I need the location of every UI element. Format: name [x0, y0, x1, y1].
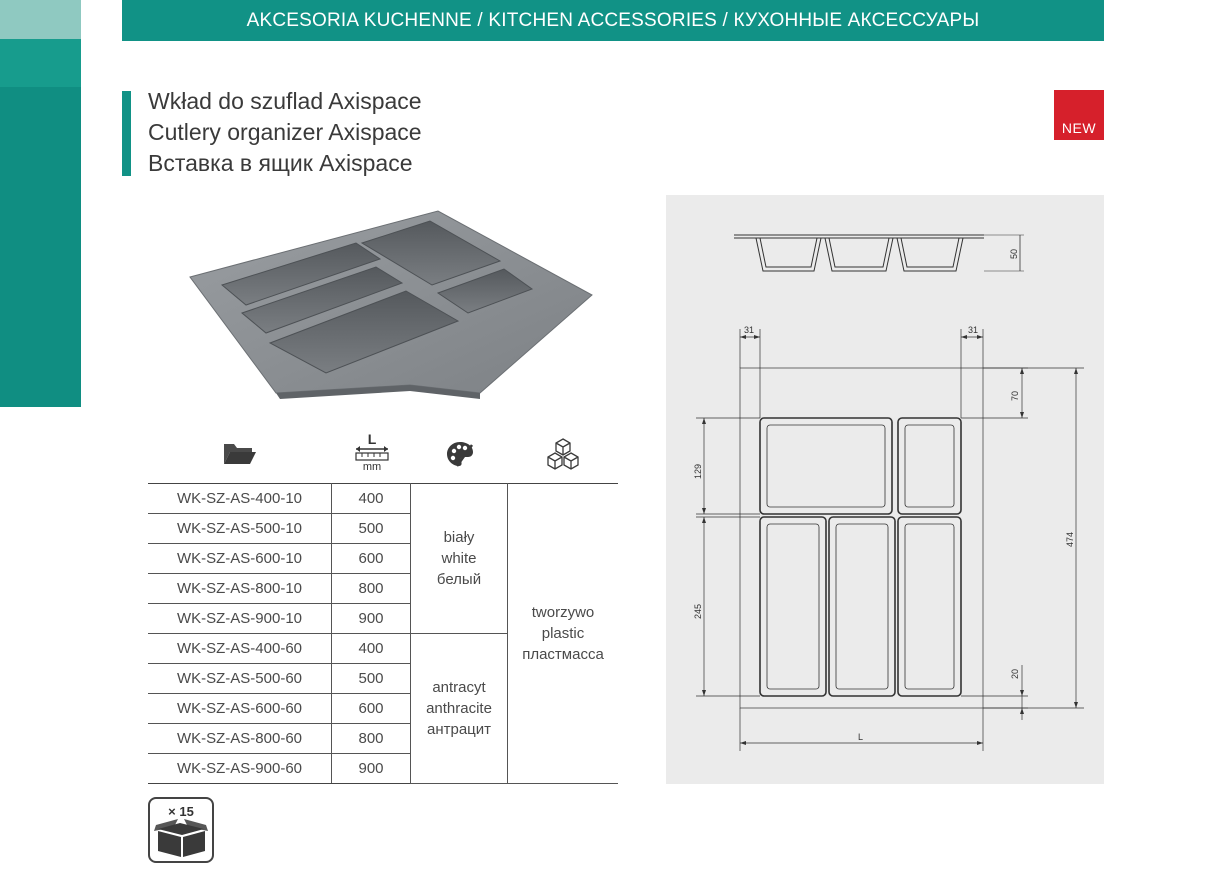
technical-drawing [666, 195, 1104, 784]
compartment [829, 517, 895, 696]
color-anthracite-cell [411, 634, 508, 784]
product-length: 800 [332, 724, 411, 754]
product-code: WK-SZ-AS-400-60 [148, 634, 332, 664]
packaging-box-icon [148, 797, 214, 863]
length-icon-unit: mm [362, 460, 382, 473]
product-length: 500 [332, 514, 411, 544]
title-accent-bar [122, 91, 131, 176]
folder-icon [218, 436, 262, 470]
product-length: 600 [332, 694, 411, 724]
compartment [898, 418, 961, 514]
material-cubes-icon [542, 436, 584, 472]
new-badge [1054, 90, 1104, 140]
product-title-ru: Вставка в ящик Axispace [148, 150, 413, 176]
color-anthracite-ru: антрацит [426, 721, 492, 738]
top-view-outline [740, 368, 983, 708]
product-length: 800 [332, 574, 411, 604]
material-en: plastic [541, 625, 585, 642]
side-strip-dark [0, 87, 81, 407]
side-strip-mid [0, 39, 81, 87]
packaging-quantity: × 15 [168, 804, 194, 819]
product-image [180, 185, 600, 405]
dim-bottom-row: 245 [693, 603, 703, 619]
color-white-en: white [441, 550, 477, 567]
product-length: 900 [332, 604, 411, 634]
product-code: WK-SZ-AS-600-60 [148, 694, 332, 724]
dim-top-offset: 70 [1010, 390, 1020, 401]
material-pl: tworzywo [531, 604, 595, 621]
spec-table [148, 483, 618, 784]
color-anthracite-en: anthracite [426, 700, 492, 717]
product-code: WK-SZ-AS-800-10 [148, 574, 332, 604]
new-badge-label: NEW [1061, 120, 1097, 136]
dim-height: 50 [1009, 248, 1019, 259]
table-row [148, 484, 618, 514]
product-code: WK-SZ-AS-900-10 [148, 604, 332, 634]
product-length: 900 [332, 754, 411, 784]
product-code: WK-SZ-AS-800-60 [148, 724, 332, 754]
category-header [122, 0, 1104, 41]
material-ru: пластмасса [522, 646, 604, 663]
dim-length: L [858, 732, 864, 742]
color-palette-icon [440, 436, 480, 472]
dim-top-row: 129 [693, 463, 703, 479]
color-white-ru: белый [436, 571, 482, 588]
product-code: WK-SZ-AS-500-10 [148, 514, 332, 544]
dim-total-depth: 474 [1065, 531, 1075, 547]
product-code: WK-SZ-AS-900-60 [148, 754, 332, 784]
product-code: WK-SZ-AS-600-10 [148, 544, 332, 574]
product-code: WK-SZ-AS-500-60 [148, 664, 332, 694]
dim-right-wall: 31 [968, 325, 979, 335]
product-length: 600 [332, 544, 411, 574]
color-white-pl: biały [443, 529, 475, 546]
length-ruler-icon [350, 428, 394, 476]
color-white-cell [411, 484, 508, 634]
side-strip-light [0, 0, 81, 39]
product-length: 500 [332, 664, 411, 694]
product-title-pl: Wkład do szuflad Axispace [148, 88, 422, 114]
product-length: 400 [332, 484, 411, 514]
dim-bottom-offset: 20 [1010, 668, 1020, 679]
product-length: 400 [332, 634, 411, 664]
length-icon-letter: L [367, 430, 377, 447]
material-cell [508, 484, 619, 784]
product-title-en: Cutlery organizer Axispace [148, 119, 422, 145]
dim-left-wall: 31 [744, 325, 755, 335]
color-anthracite-pl: antracyt [432, 679, 486, 696]
compartment [760, 517, 826, 696]
product-code: WK-SZ-AS-400-10 [148, 484, 332, 514]
category-title: AKCESORIA KUCHENNE / KITCHEN ACCESSORIES / КУХОННЫЕ АКСЕССУАРЫ [246, 9, 980, 31]
compartment [898, 517, 961, 696]
compartment [760, 418, 892, 514]
product-title [148, 86, 422, 179]
side-profile-view [734, 235, 1024, 271]
